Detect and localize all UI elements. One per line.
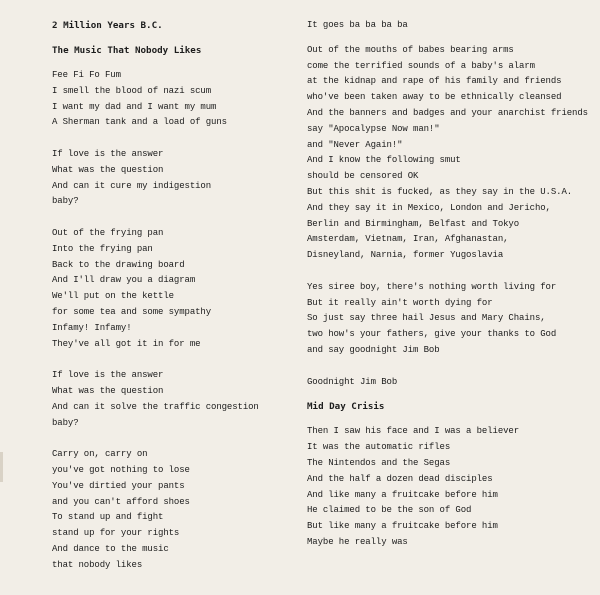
lyric-line: I smell the blood of nazi scum bbox=[52, 85, 212, 96]
lyric-line: And like many a fruitcake before him bbox=[307, 489, 498, 500]
lyric-line: Maybe he really was bbox=[307, 536, 408, 547]
page-edge-shadow bbox=[0, 452, 3, 482]
lyric-line: Disneyland, Narnia, former Yugoslavia bbox=[307, 250, 504, 261]
left-column bbox=[52, 18, 292, 574]
lyric-line: Out of the mouths of babes bearing arms bbox=[307, 44, 514, 55]
stanza bbox=[52, 226, 292, 352]
lyric-line: at the kidnap and rape of his family and friends bbox=[307, 76, 562, 87]
lyric-line: So just say three hail Jesus and Mary Chains, bbox=[307, 313, 546, 324]
lyric-line: He claimed to be the son of God bbox=[307, 505, 472, 516]
lyric-line: Out of the frying pan bbox=[52, 227, 164, 238]
lyric-line: To stand up and fight bbox=[52, 512, 164, 523]
lyric-line: But it really ain't worth dying for bbox=[307, 297, 493, 308]
lyric-line: baby? bbox=[52, 417, 79, 428]
stanza bbox=[52, 147, 292, 210]
lyric-line: Infamy! Infamy! bbox=[52, 322, 132, 333]
lyric-line: Into the frying pan bbox=[52, 243, 153, 254]
lyric-line: and "Never Again!" bbox=[307, 139, 403, 150]
lyric-line: Carry on, carry on bbox=[52, 449, 148, 460]
lyric-line: Back to the drawing board bbox=[52, 259, 185, 270]
lyric-line: should be censored OK bbox=[307, 171, 419, 182]
lyric-line: for some tea and some sympathy bbox=[52, 306, 212, 317]
album-title: 2 Million Years B.C. bbox=[52, 20, 163, 31]
lyric-line: say "Apocalypse Now man!" bbox=[307, 123, 440, 134]
lyric-line: Berlin and Birmingham, Belfast and Tokyo bbox=[307, 218, 520, 229]
stanza bbox=[307, 280, 592, 359]
lyric-line: They've all got it in for me bbox=[52, 338, 201, 349]
lyric-line: two how's your fathers, give your thanks to God bbox=[307, 329, 557, 340]
song-title: Mid Day Crisis bbox=[307, 401, 385, 413]
lyric-line: and you can't afford shoes bbox=[52, 496, 190, 507]
lyric-line: who've been taken away to be ethnically cleansed bbox=[307, 92, 562, 103]
lyric-line: If love is the answer bbox=[52, 148, 164, 159]
lyric-line: And I know the following smut bbox=[307, 155, 461, 166]
lyric-line: And they say it in Mexico, London and Jericho, bbox=[307, 202, 551, 213]
lyric-line: You've dirtied your pants bbox=[52, 480, 185, 491]
lyric-line: A Sherman tank and a load of guns bbox=[52, 117, 227, 128]
lyric-line: Yes siree boy, there's nothing worth living for bbox=[307, 281, 557, 292]
lyric-line: But this shit is fucked, as they say in the U.S.A. bbox=[307, 186, 573, 197]
lyric-line: come the terrified sounds of a baby's alarm bbox=[307, 60, 535, 71]
lyric-line: and say goodnight Jim Bob bbox=[307, 344, 440, 355]
lyric-line: But like many a fruitcake before him bbox=[307, 521, 498, 532]
lyric-line: baby? bbox=[52, 196, 79, 207]
lyric-line: Fee Fi Fo Fum bbox=[52, 70, 121, 80]
lyric-line: Amsterdam, Vietnam, Iran, Afghanastan, bbox=[307, 234, 509, 245]
lyric-line: And can it cure my indigestion bbox=[52, 180, 212, 191]
lyric-line: It was the automatic rifles bbox=[307, 442, 451, 453]
lyric-line: And dance to the music bbox=[52, 543, 169, 554]
stanza bbox=[307, 43, 592, 264]
lyric-line: It goes ba ba ba ba bbox=[307, 20, 408, 30]
stanza bbox=[307, 424, 592, 550]
lyric-line: What was the question bbox=[52, 385, 164, 396]
lyric-line: Goodnight Jim Bob bbox=[307, 376, 398, 387]
lyric-line: The Nintendos and the Segas bbox=[307, 457, 451, 468]
stanza bbox=[52, 368, 292, 431]
lyric-line: What was the question bbox=[52, 164, 164, 175]
lyric-line: Then I saw his face and I was a believer bbox=[307, 426, 520, 437]
lyric-line: And I'll draw you a diagram bbox=[52, 275, 196, 286]
lyric-line: And can it solve the traffic congestion bbox=[52, 401, 259, 412]
lyric-line: that nobody likes bbox=[52, 559, 143, 570]
right-column bbox=[307, 18, 592, 551]
lyric-line: stand up for your rights bbox=[52, 528, 180, 539]
lyric-line: And the banners and badges and your anarchist friends bbox=[307, 107, 588, 118]
lyric-line: We'll put on the kettle bbox=[52, 291, 174, 302]
lyric-line: And the half a dozen dead disciples bbox=[307, 473, 493, 484]
lyric-line: If love is the answer bbox=[52, 370, 164, 381]
stanza bbox=[52, 447, 292, 573]
lyric-line: you've got nothing to lose bbox=[52, 464, 190, 475]
stanza bbox=[52, 68, 292, 131]
song-title: The Music That Nobody Likes bbox=[52, 45, 202, 56]
lyric-line: I want my dad and I want my mum bbox=[52, 101, 217, 112]
